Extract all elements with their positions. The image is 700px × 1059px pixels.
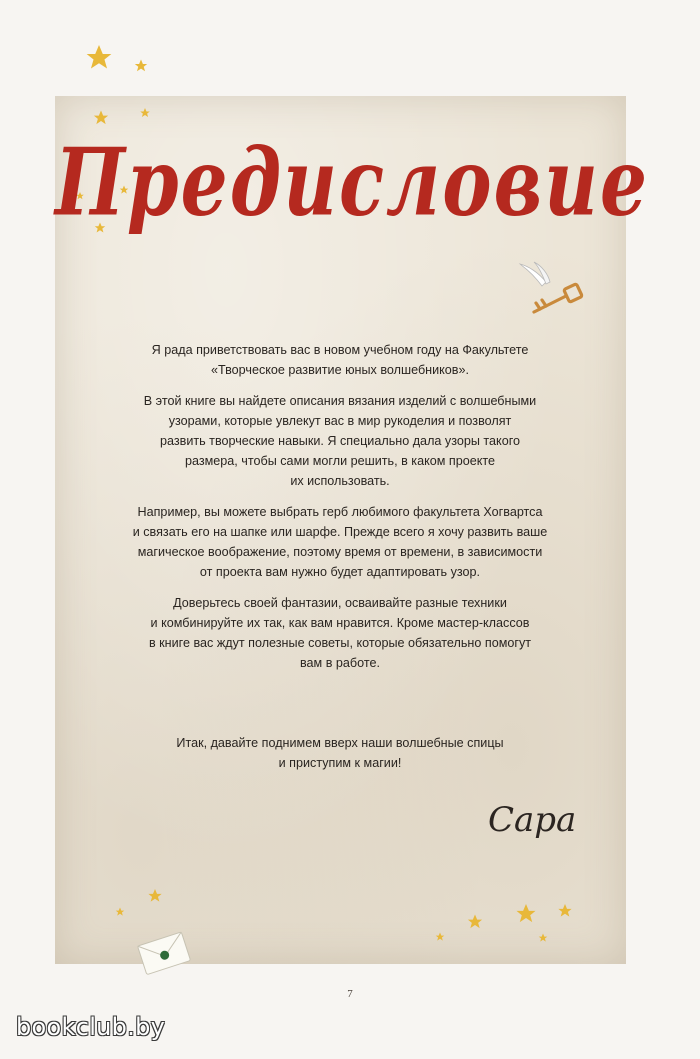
star-icon (517, 904, 536, 922)
paragraph (100, 340, 580, 380)
text-line: их использовать. (290, 474, 390, 488)
text-line: узорами, которые увлекут вас в мир рукоделия и позволят (168, 414, 512, 428)
star-icon (94, 111, 108, 125)
text-line: в книге вас ждут полезные советы, которые обязательно помогут (148, 636, 532, 650)
star-icon (140, 108, 150, 117)
text-line: и связать его на шапке или шарфе. Прежде всего я хочу развить ваше (132, 525, 548, 539)
star-icon (539, 934, 548, 942)
signature: Сара (488, 800, 577, 840)
star-icon (148, 889, 161, 902)
text-line: Я рада приветствовать вас в новом учебном году на Факультете (151, 343, 529, 357)
star-icon (116, 908, 125, 916)
envelope-icon (135, 928, 195, 978)
star-icon (135, 60, 147, 72)
paragraph (100, 502, 580, 582)
page-number: 7 (347, 988, 353, 1000)
paragraph (100, 593, 580, 673)
text-line: магическое воображение, поэтому время от времени, в зависимости (137, 545, 543, 559)
text-line: размера, чтобы сами могли решить, в каком проекте (185, 454, 495, 468)
text-line: Например, вы можете выбрать герб любимого факультета Хогвартса (137, 505, 543, 519)
text-line: от проекта вам нужно будет адаптировать узор. (199, 565, 481, 579)
watermark: bookclub.by (16, 1013, 166, 1041)
winged-key-icon (520, 262, 590, 322)
page-title: Предисловие (55, 129, 650, 237)
closing-text (100, 733, 580, 773)
preface-body (100, 340, 580, 684)
paragraph (100, 391, 580, 491)
text-line: В этой книге вы найдете описания вязания изделий с волшебными (143, 394, 537, 408)
text-line: развить творческие навыки. Я специально дала узоры такого (159, 434, 521, 448)
star-icon (436, 933, 445, 941)
text-line: Доверьтесь своей фантазии, осваивайте разные техники (173, 596, 507, 610)
star-icon (558, 904, 571, 917)
text-line: Итак, давайте поднимем вверх наши волшебные спицы (176, 736, 504, 750)
star-icon (468, 915, 482, 929)
star-icon (87, 45, 112, 69)
text-line: и комбинируйте их так, как вам нравится. Кроме мастер-классов (150, 616, 530, 630)
text-line: «Творческое развитие юных волшебников». (210, 363, 469, 377)
text-line: и приступим к магии! (278, 756, 402, 770)
text-line: вам в работе. (300, 656, 380, 670)
